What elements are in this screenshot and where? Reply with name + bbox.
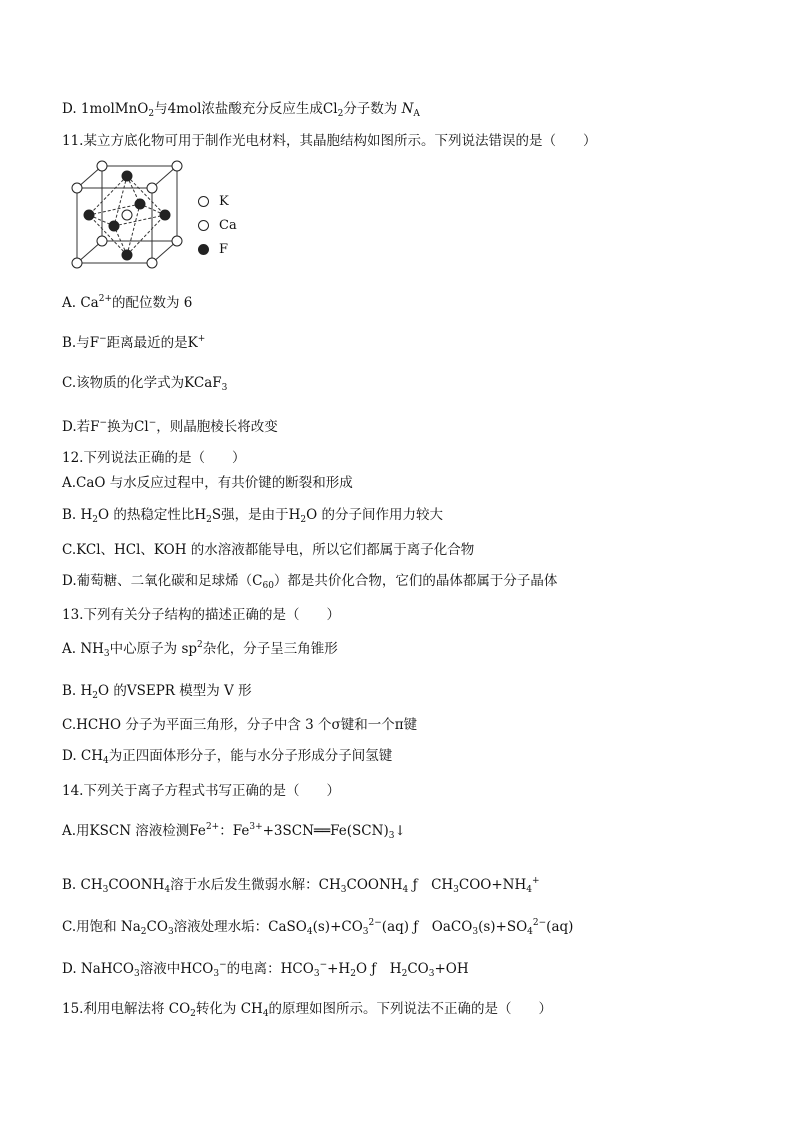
legend-f: F — [198, 242, 228, 258]
q11-option-d: D.若F−换为Cl−，则晶胞棱长将改变 — [62, 418, 278, 435]
q11-option-c: C.该物质的化学式为KCaF$_3$ — [62, 375, 228, 393]
q13-option-a: A. $NH_3$中心原子为 $sp^2$杂化，分子呈三角锥形 — [62, 640, 338, 659]
q14-stem: 14.下列关于离子方程式书写正确的是（ ） — [62, 783, 340, 799]
q14-option-c: C.用饱和 $Na_2CO_3$溶液处理水垢：$CaSO_4(s)+CO_3^{2-}(aq)$ ƒ $OaCO_3(s)+SO_4^{2-}(aq)$ — [62, 918, 574, 937]
q11-option-a: A. $Ca^{2+}$的配位数为 6 — [62, 294, 193, 311]
q13-option-c: C.HCHO 分子为平面三角形，分子中含 3 个σ键和一个π键 — [62, 717, 418, 733]
q14-option-b: B. $CH_3COONH_4$溶于水后发生微弱水解：$CH_3COONH_4$ ƒ $CH_3COO+NH_4^+$ — [62, 876, 540, 895]
q12-option-d: D.葡萄糖、二氧化碳和足球烯$(C_{60})$都是共价化合物，它们的晶体都属于分子晶体 — [62, 573, 558, 591]
q14-option-a: A.用KSCN 溶液检测$Fe^{2+}$：$Fe^{3+}+3SCN══Fe(SCN)_3↓$ — [62, 822, 406, 841]
open-circle-icon — [198, 220, 209, 231]
q13-stem: 13.下列有关分子结构的描述正确的是（ ） — [62, 607, 340, 623]
q15-stem: 15.利用电解法将 $CO_2$转化为 $CH_4$的原理如图所示。下列说法不正确的是（ ） — [62, 1001, 553, 1019]
q11-option-b: B.与F−距离最近的是K+ — [62, 334, 206, 351]
q10-option-d: D. 1molMnO$_2$与4mol浓盐酸充分反应生成$Cl_2$分子数为 $N_A$ — [62, 101, 420, 119]
q12-option-c: C.KCl、HCl、KOH 的水溶液都能导电，所以它们都属于离子化合物 — [62, 542, 475, 558]
q12-option-a: A.CaO 与水反应过程中，有共价键的断裂和形成 — [62, 475, 353, 491]
legend-ca: Ca — [198, 218, 237, 234]
q14-option-d: D. NaHCO$_3$溶液中$HCO_3^-$的电离：$HCO_3^-+H_2O$ ƒ $H_2CO_3+OH$ — [62, 960, 469, 979]
open-circle-icon — [198, 196, 209, 207]
q13-option-d: D. $CH_4$为正四面体形分子，能与水分子形成分子间氢键 — [62, 748, 393, 766]
q12-stem: 12.下列说法正确的是（ ） — [62, 450, 246, 466]
legend-k: K — [198, 194, 229, 210]
q13-option-b: B. $H_2O$ 的VSEPR 模型为 V 形 — [62, 683, 252, 701]
crystal-structure-figure — [62, 158, 192, 273]
q12-option-b: B. $H_2O$ 的热稳定性比$H_2S$强，是由于$H_2O$ 的分子间作用力较大 — [62, 507, 444, 525]
q11-stem: 11.某立方底化物可用于制作光电材料，其晶胞结构如图所示。下列说法错误的是（ ） — [62, 133, 597, 149]
filled-circle-icon — [198, 244, 209, 255]
